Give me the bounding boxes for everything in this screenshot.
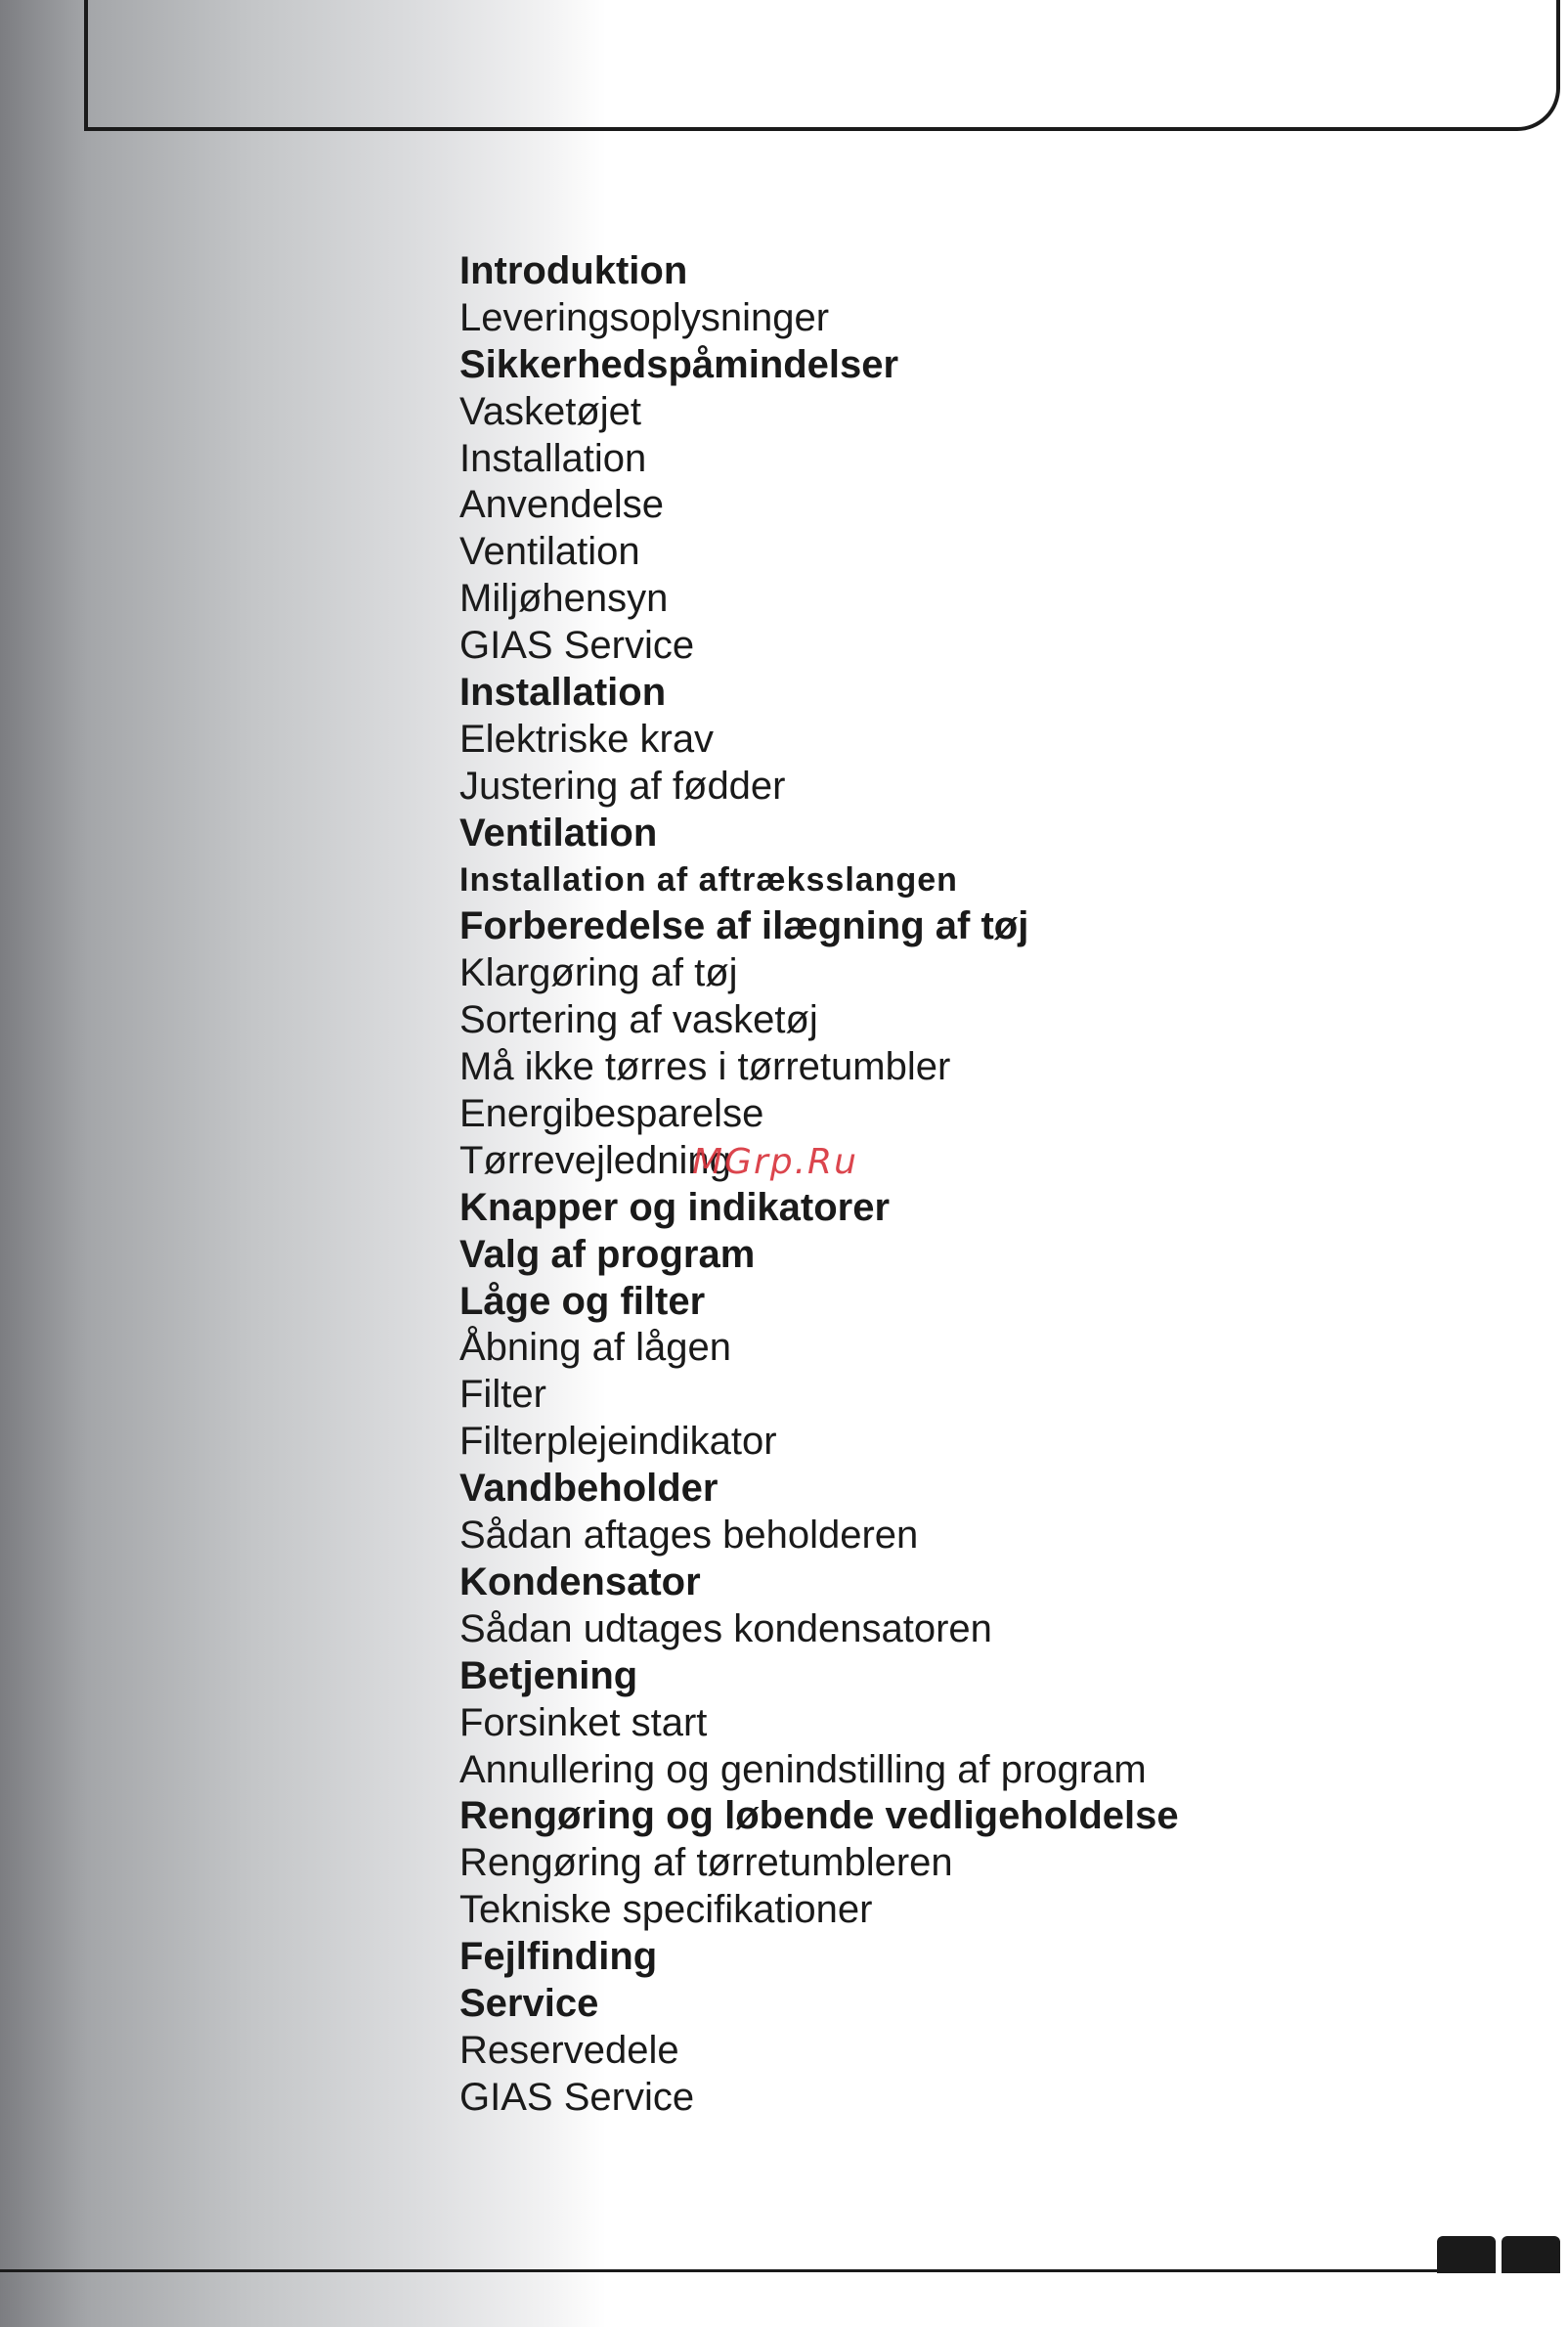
toc-entry: Sådan aftages beholderen: [459, 1514, 919, 1558]
toc-entry: Låge og filter: [459, 1279, 706, 1323]
toc-entry: Filterplejeindikator: [459, 1420, 777, 1464]
toc-entry: Energibesparelse: [459, 1092, 764, 1136]
toc-entry: Elektriske krav: [459, 717, 715, 761]
toc-entry: Må ikke tørres i tørretumbler: [459, 1045, 951, 1089]
toc-entry: Sortering af vasketøj: [459, 998, 818, 1042]
toc-entry: Rengøring af tørretumbleren: [459, 1841, 953, 1885]
toc-entry: Miljøhensyn: [459, 577, 669, 621]
toc-entry: Forberedelse af ilægning af tøj: [459, 904, 1029, 948]
toc-entry: Knapper og indikatorer: [459, 1185, 891, 1229]
toc-entry: Forsinket start: [459, 1700, 708, 1744]
toc-entry: Kondensator: [459, 1559, 701, 1603]
toc-entry: Betjening: [459, 1653, 638, 1697]
toc-entry: Justering af fødder: [459, 764, 786, 808]
toc-entry: Filter: [459, 1373, 546, 1417]
toc-entry: Tekniske specifikationer: [459, 1888, 873, 1932]
toc-entry: GIAS Service: [459, 2075, 695, 2119]
toc-entry: Introduktion: [459, 249, 688, 292]
toc-entry: Anvendelse: [459, 483, 665, 527]
toc-entry: Sikkerhedspåmindelser: [459, 342, 899, 386]
toc-entry: Tørrevejledning: [459, 1138, 731, 1182]
toc-entry: Leveringsoplysninger: [459, 295, 830, 339]
toc-entry: Ventilation: [459, 530, 640, 574]
toc-entry: Fejlfinding: [459, 1935, 658, 1979]
toc-entry: Vasketøjet: [459, 389, 641, 433]
toc-entry: Sådan udtages kondensatoren: [459, 1606, 992, 1650]
toc-entry: Vandbeholder: [459, 1467, 719, 1511]
table-of-contents: [459, 248, 1179, 2122]
toc-entry: Installation af aftræksslangen: [459, 860, 958, 899]
toc-entry: Annullering og genindstilling af program: [459, 1747, 1147, 1791]
page-tab-right: [1502, 2236, 1560, 2273]
toc-entry: Installation: [459, 436, 647, 480]
toc-entry: Åbning af lågen: [459, 1326, 732, 1370]
toc-entry: Service: [459, 1981, 599, 2025]
toc-entry: GIAS Service: [459, 624, 695, 668]
toc-entry: Ventilation: [459, 811, 658, 855]
toc-entry: Reservedele: [459, 2028, 679, 2072]
footer-rule: [0, 2269, 1439, 2272]
toc-entry: Installation: [459, 671, 667, 715]
toc-entry: Rengøring og løbende vedligeholdelse: [459, 1794, 1179, 1838]
toc-entry: Klargøring af tøj: [459, 951, 738, 995]
toc-entry: Valg af program: [459, 1232, 756, 1276]
watermark: MGrp.Ru: [692, 1142, 858, 1182]
page-tab-left: [1437, 2236, 1496, 2273]
header-frame: [84, 0, 1560, 131]
